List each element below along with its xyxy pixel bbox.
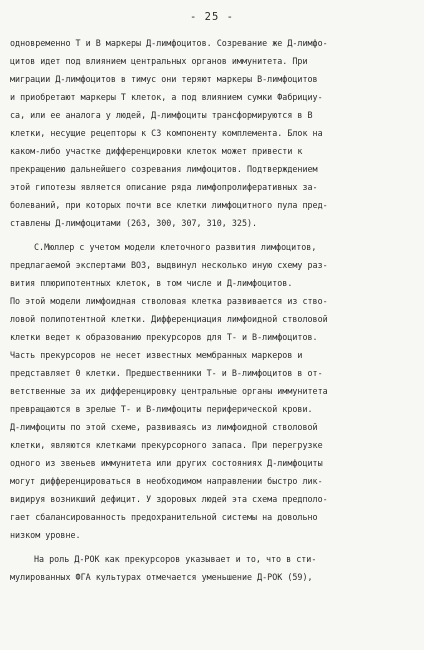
text-line: миграции Д-лимфоцитов в тимус они теряют маркеры В-лимфоцитов — [10, 74, 318, 84]
text-line: могут дифференцироваться в необходимом направлении быстро лик- — [10, 476, 323, 486]
text-line: предлагаемой экспертами ВОЗ, выдвинул несколько иную схему раз- — [10, 260, 328, 270]
text-line: вития плюрипотентных клеток, в том числе и Д-лимфоцитов. — [10, 278, 293, 288]
text-line: ветственные за их дифференцировку центральные органы иммунитета — [10, 386, 328, 396]
text-line: представляет 0 клетки. Предшественники Т- и В-лимфоцитов в от- — [10, 368, 323, 378]
text-line: видируя возникший дефицит. У здоровых людей эта схема предполо- — [10, 494, 328, 504]
text-line: са, или ее аналога у людей, Д-лимфоциты трансформируются в В — [10, 110, 313, 120]
text-line: одновременно Т и В маркеры Д-лимфоцитов. Созревание же Д-лимфо- — [10, 38, 328, 48]
text-line: клетки, являются клетками прекурсорного запаса. При перегрузке — [10, 440, 323, 450]
text-line: Часть прекурсоров не несет известных мембранных маркеров и — [10, 350, 303, 360]
text-line: ставлены Д-лимфоцитами (263, 300, 307, 310, 325). — [10, 218, 258, 228]
text-line: прекращению дальнейшего созревания лимфоцитов. Подтверждением — [10, 164, 318, 174]
text-line: цитов идет под влиянием центральных органов иммунитета. При — [10, 56, 308, 66]
text-line: этой гипотезы является описание ряда лимфопролиферативных за- — [10, 182, 318, 192]
text-line: Д-лимфоциты по этой схеме, развиваясь из лимфоидной стволовой — [10, 422, 318, 432]
page-number: - 25 - — [190, 11, 234, 23]
text-line: гает сбалансированность предохранительной системы на довольно — [10, 512, 318, 522]
text-line: мулированных ФГА культурах отмечается уменьшение Д-РОК (59), — [10, 572, 313, 582]
text-line: низком уровне. — [10, 530, 81, 540]
text-line: клетки, несущие рецепторы к С3 компоненту комплемента. Блок на — [10, 128, 323, 138]
text-line: одного из звеньев иммунитета или других состояниях Д-лимфоциты — [10, 458, 323, 468]
text-line: клетки ведет к образованию прекурсоров для Т- и В-лимфоцитов. — [10, 332, 318, 342]
text-line: и приобретают маркеры Т клеток, а под влиянием сумки Фабрициу- — [10, 92, 323, 102]
text-line: По этой модели лимфоидная стволовая клетка развивается из ство- — [10, 296, 328, 306]
text-line: болеваний, при которых почти все клетки лимфоцитного пула пред- — [10, 200, 328, 210]
text-line: С.Мюллер с учетом модели клеточного развития лимфоцитов, — [34, 242, 317, 252]
text-line: ловой полипотентной клетки. Дифференциация лимфоидной стволовой — [10, 314, 328, 324]
text-line: На роль Д-РОК как прекурсоров указывает и то, что в сти- — [34, 554, 317, 564]
text-line: превращаются в зрелые Т- и В-лимфоциты периферической крови. — [10, 404, 313, 414]
text-line: каком-либо участке дифференцировки клеток может привести к — [10, 146, 303, 156]
